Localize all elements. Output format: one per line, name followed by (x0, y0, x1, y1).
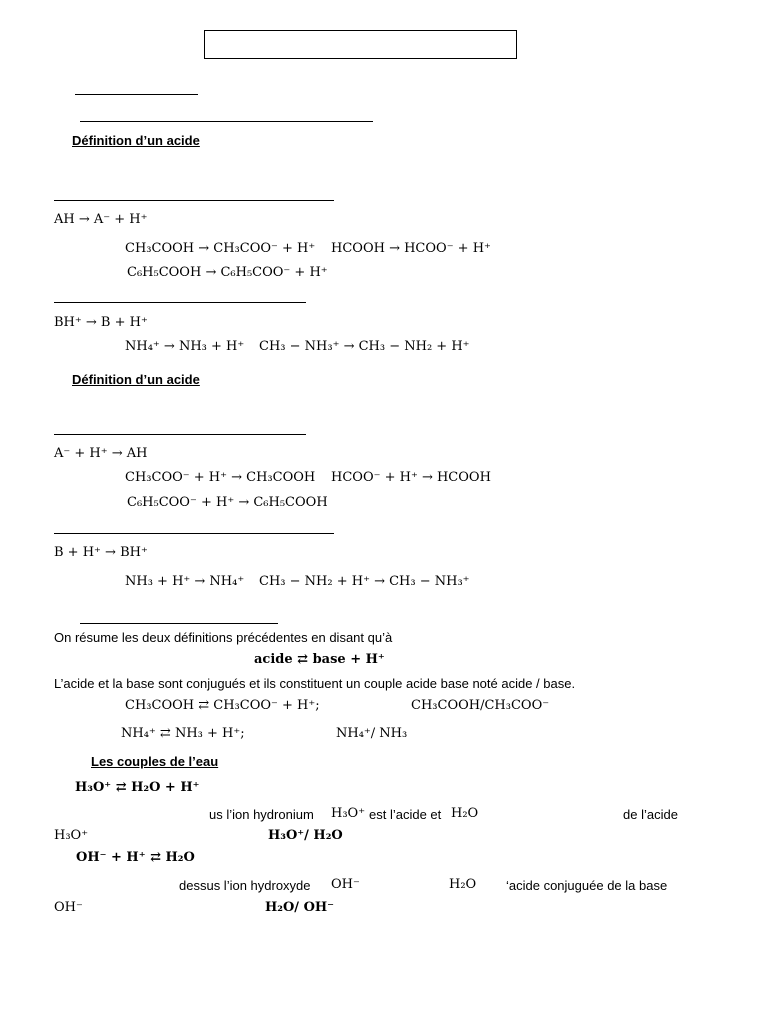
equation-acid-cation-example: NH₄⁺ → NH₃ + H⁺ (125, 339, 245, 354)
title-box (204, 30, 517, 59)
equation-base-example: CH₃COO⁻ + H⁺ → CH₃COOH (125, 470, 316, 485)
equation-base-example: C₆H₅COO⁻ + H⁺ → C₆H₅COOH (127, 495, 328, 510)
blank-line (54, 200, 334, 201)
equation-acid-example: CH₃COOH → CH₃COO⁻ + H⁺ (125, 241, 316, 256)
equation-base-example: HCOO⁻ + H⁺ → HCOOH (331, 470, 491, 485)
equation-acid-cation-general: BH⁺ → B + H⁺ (54, 315, 148, 330)
blank-line (54, 302, 306, 303)
hydronium-text: est l’acide et (369, 807, 442, 822)
blank-line (80, 623, 278, 624)
hydroxide-text: ‘acide conjuguée de la base (506, 878, 668, 893)
equation-base-neutral-example: NH₃ + H⁺ → NH₄⁺ (125, 574, 245, 589)
blank-line (75, 94, 198, 95)
equation-acid-base-general: acide ⇄ base + H⁺ (254, 652, 385, 667)
section-heading-water-couples: Les couples de l’eau (91, 754, 219, 769)
equation-base-neutral-general: B + H⁺ → BH⁺ (54, 545, 148, 560)
couple-example-equation: NH₄⁺ ⇄ NH₃ + H⁺; (121, 726, 245, 741)
blank-line (54, 434, 306, 435)
section-heading-acid-definition: Définition d’un acide (72, 133, 200, 148)
hydronium-text: us l’ion hydronium (209, 807, 314, 822)
section-heading-acid-definition: Définition d’un acide (72, 372, 200, 387)
equation-acid-example: C₆H₅COOH → C₆H₅COO⁻ + H⁺ (127, 265, 328, 280)
equation-water-hydroxide: OH⁻ + H⁺ ⇄ H₂O (76, 850, 195, 865)
hydronium-formula: H₃O⁺ (331, 806, 366, 821)
equation-acid-example: HCOOH → HCOO⁻ + H⁺ (331, 241, 491, 256)
couple-example-pair: NH₄⁺/ NH₃ (336, 726, 408, 741)
equation-acid-general: AH → A⁻ + H⁺ (54, 212, 148, 227)
equation-acid-cation-example: CH₃ − NH₃⁺ → CH₃ − NH₂ + H⁺ (259, 339, 470, 354)
couple-example-pair: CH₃COOH/CH₃COO⁻ (411, 698, 550, 713)
summary-intro: On résume les deux définitions précédentes en disant qu’à (54, 630, 393, 645)
hydroxide-formula: OH⁻ (331, 877, 360, 892)
water-formula: H₂O (449, 877, 477, 892)
hydronium-text: de l’acide (623, 807, 678, 822)
water-2-pair: H₂O/ OH⁻ (265, 900, 335, 915)
hydroxide-text: dessus l’ion hydroxyde (179, 878, 311, 893)
equation-base-general: A⁻ + H⁺ → AH (54, 446, 148, 461)
water-2-left: OH⁻ (54, 900, 83, 915)
blank-line (80, 121, 373, 122)
equation-base-neutral-example: CH₃ − NH₂ + H⁺ → CH₃ − NH₃⁺ (259, 574, 470, 589)
equation-water-hydronium: H₃O⁺ ⇄ H₂O + H⁺ (75, 780, 200, 795)
couple-example-equation: CH₃COOH ⇄ CH₃COO⁻ + H⁺; (125, 698, 320, 713)
conjugate-sentence: L’acide et la base sont conjugués et ils constituent un couple acide base noté acide / base. (54, 676, 576, 691)
blank-line (54, 533, 334, 534)
water-1-left: H₃O⁺ (54, 828, 89, 843)
water-formula: H₂O (451, 806, 479, 821)
water-1-pair: H₃O⁺/ H₂O (268, 828, 343, 843)
